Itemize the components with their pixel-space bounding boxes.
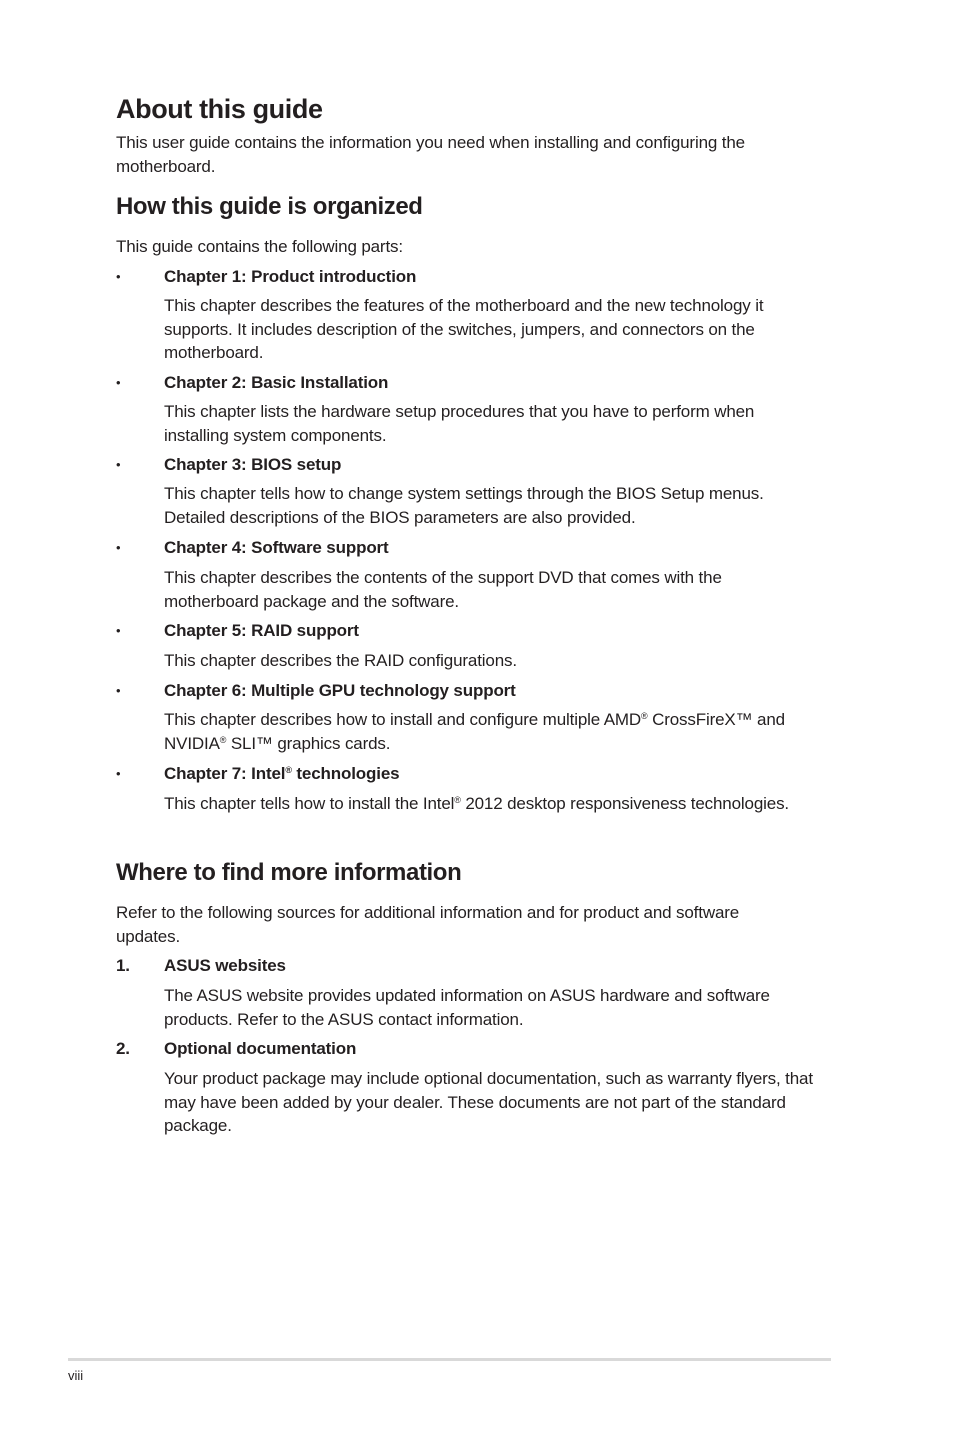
footer-divider <box>68 1358 831 1361</box>
organized-heading: How this guide is organized <box>116 193 423 220</box>
chapter-title: Chapter 4: Software support <box>164 538 389 557</box>
chapter-description: This chapter describes the RAID configurations. <box>164 651 517 670</box>
bullet-icon: • <box>116 540 121 555</box>
source-title: ASUS websites <box>164 956 286 975</box>
organized-intro: This guide contains the following parts: <box>116 237 403 256</box>
chapter-description: This chapter describes the features of the motherboard and the new technology it supports. It includes description of the switches, jumpers, and connectors on the motherboard. <box>164 296 764 362</box>
about-intro: This user guide contains the information you need when installing and configuring the motherboard. <box>116 133 745 176</box>
chapter-description: This chapter lists the hardware setup procedures that you have to perform when installing system components. <box>164 402 755 445</box>
chapter-description: This chapter describes the contents of the support DVD that comes with the motherboard package and the software. <box>164 568 722 611</box>
source-number: 1. <box>116 956 130 975</box>
bullet-icon: • <box>116 623 121 638</box>
bullet-icon: • <box>116 683 121 698</box>
chapter-title-text: technologies <box>291 764 400 783</box>
registered-mark: ® <box>641 711 648 721</box>
chapter-description <box>164 708 828 755</box>
registered-mark: ® <box>219 734 227 745</box>
source-description: Your product package may include optional documentation, such as warranty flyers, that may have been added by your dealer. These documents are not part of the standard package. <box>164 1069 813 1135</box>
chapter-description-text: This chapter tells how to install the Intel <box>164 794 455 813</box>
registered-mark: ® <box>285 765 292 775</box>
source-description: The ASUS website provides updated information on ASUS hardware and software products. Refer to the ASUS contact information. <box>164 986 770 1029</box>
chapter-title: Chapter 3: BIOS setup <box>164 455 342 474</box>
chapter-title: Chapter 5: RAID support <box>164 621 359 640</box>
chapter-description: This chapter tells how to change system settings through the BIOS Setup menus. Detailed descriptions of the BIOS parameters are also provided. <box>164 484 764 527</box>
registered-mark: ® <box>454 795 461 805</box>
bullet-icon: • <box>116 375 121 390</box>
chapter-description-text: This chapter describes how to install and configure multiple AMD <box>164 710 642 729</box>
bullet-icon: • <box>116 269 121 284</box>
chapter-title <box>164 762 399 785</box>
chapter-description <box>164 792 844 816</box>
page-number: viii <box>68 1368 84 1383</box>
chapter-title: Chapter 6: Multiple GPU technology support <box>164 681 516 700</box>
source-number: 2. <box>116 1039 130 1058</box>
source-title: Optional documentation <box>164 1039 357 1058</box>
chapter-title: Chapter 2: Basic Installation <box>164 373 389 392</box>
more-info-intro: Refer to the following sources for additional information and for product and software updates. <box>116 903 740 946</box>
chapter-description-text: 2012 desktop responsiveness technologies. <box>460 794 790 813</box>
chapter-description-text: CrossFireX™ and NVIDIA <box>164 710 785 753</box>
bullet-icon: • <box>116 766 121 781</box>
chapter-description-text: SLI™ graphics cards. <box>226 733 391 753</box>
chapter-title-text: Chapter 7: Intel <box>164 764 286 783</box>
bullet-icon: • <box>116 457 121 472</box>
about-heading: About this guide <box>116 94 323 124</box>
more-info-heading: Where to find more information <box>116 859 462 886</box>
chapter-title: Chapter 1: Product introduction <box>164 267 417 286</box>
